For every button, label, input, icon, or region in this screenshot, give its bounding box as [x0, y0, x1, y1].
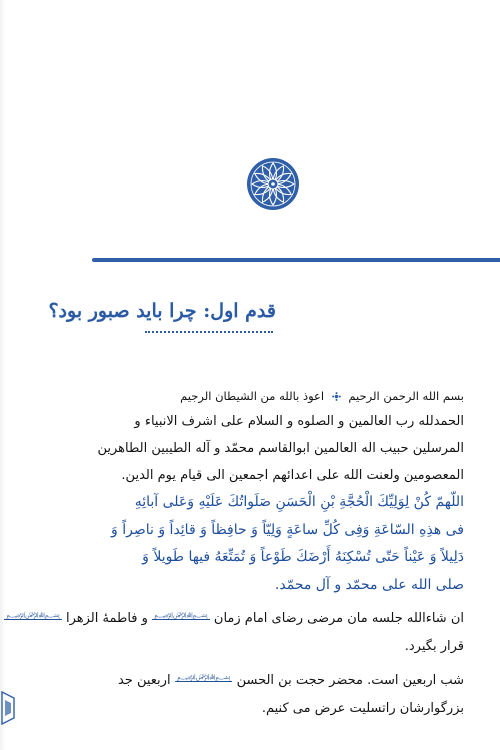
istiadhah-line: [42, 384, 464, 408]
section-divider: [92, 258, 500, 262]
text-line: المرسلين حبيب اله العالمين ابوالقاسم محمّد و آله الطيبين الطاهرين: [97, 441, 464, 456]
calligraphic-honorific-icon: ﷽: [6, 610, 60, 619]
paragraph-text: شب اربعين است. محضر حجت بن الحسن: [236, 673, 464, 688]
text-line: قرار بگيرد.: [404, 639, 464, 654]
text-line: بزرگوارشان راتسليت عرض مى كنيم.: [261, 701, 464, 716]
dua-line: فى هذِهِ السّاعَةِ وَفِى كُلِّ ساعَةٍ وَلِيّاً وَ حافِظاً وَ قائِداً وَ ناصِراً وَ: [111, 521, 464, 538]
dua-line: دَلِيلاً وَ عَيْناً حَتّى تُسْكِنَهُ أَرْضَكَ طَوْعاً وَ تُمَتِّعَهُ فيها طَويلاً وَ: [142, 549, 464, 565]
publisher-logo-icon: [0, 688, 18, 728]
dua-line: اللّهمّ كُنْ لِوَلِيِّكَ الْحُجَّةِ بْنِ الْحَسَنِ صَلَواتُكَ عَلَيْهِ وَعَلى آبائِهِ: [134, 494, 464, 510]
rosette-separator-icon: [332, 392, 341, 401]
text-line: الحمدلله رب العالمين و الصلوه و السلام على اشرف الانبياء و: [134, 414, 464, 429]
body-text: [6, 384, 464, 723]
dua-line: صلى الله على محمّد و آل محمّد.: [274, 576, 464, 593]
page-edge-shadow: [0, 0, 6, 750]
title-dotted-underline: [145, 331, 273, 333]
paragraph-text: ان شاءالله جلسه مان مرضى رضاى امام زمان: [213, 611, 464, 626]
text-line: [42, 667, 464, 695]
chapter-title: قدم اول: چرا باید صبور بود؟: [48, 300, 276, 322]
calligraphic-honorific-icon: ﷽: [154, 610, 208, 619]
text-line: [6, 605, 464, 633]
istiadhah-text: اعوذ بالله من الشيطان الرجيم: [180, 389, 325, 403]
basmala-text: بسم الله الرحمن الرحيم: [348, 389, 464, 403]
paragraph-text: و فاطمهٔ الزهرا: [65, 611, 148, 626]
rosette-medallion-icon: [246, 157, 300, 211]
text-line: المعصومين ولعنت الله على اعدائهم اجمعين الى قيام يوم الدين.: [121, 468, 464, 483]
paragraph-text: اربعين جد: [117, 673, 171, 688]
calligraphic-honorific-icon: ﷽: [176, 672, 231, 681]
